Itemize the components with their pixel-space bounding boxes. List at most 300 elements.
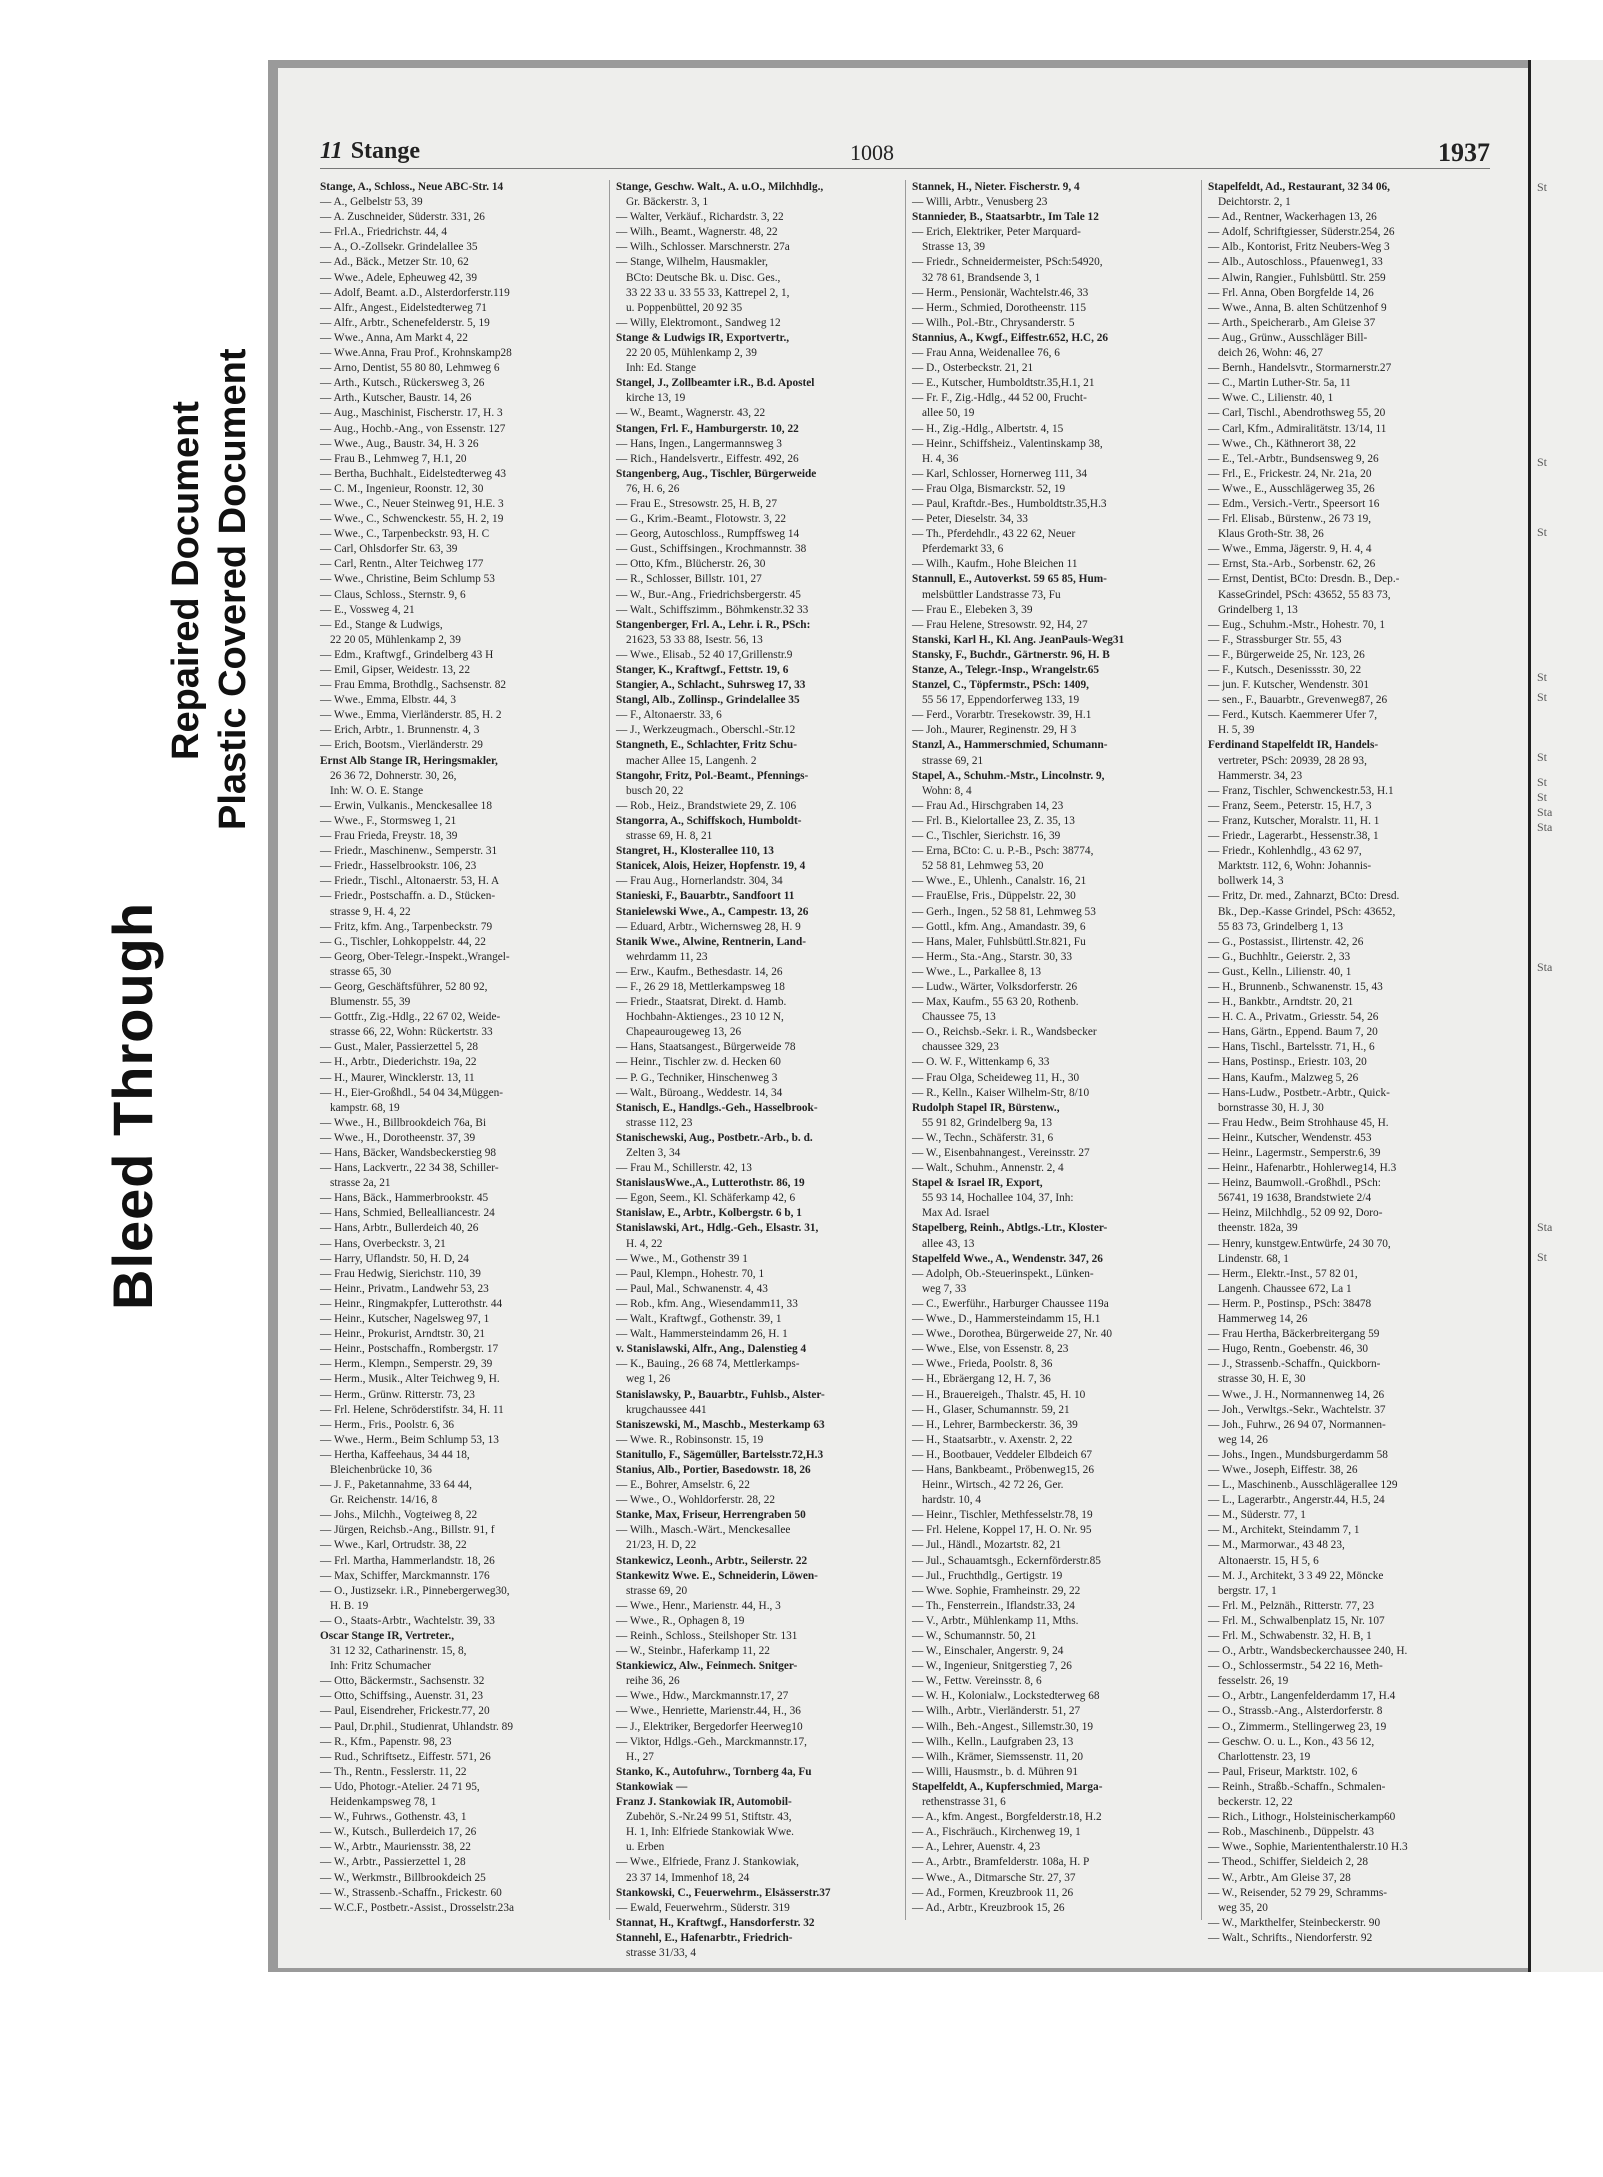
directory-entry: — Wilh., Beh.-Angest., Sillemstr.30, 19 [912,1720,1094,1733]
directory-entry: — H., Lehrer, Barmbeckerstr. 36, 39 [912,1418,1078,1431]
directory-entry: Franz J. Stankowiak IR, Automobil- [616,1796,792,1809]
directory-entry: — Franz, Kutscher, Moralstr. 11, H. 1 [1208,814,1380,827]
directory-entry: rethenstrasse 31, 6 [922,1796,1006,1809]
directory-entry: — A., Arbtr., Bramfelderstr. 108a, H. P [912,1856,1090,1869]
directory-entry: — Wwe., E., Ausschlägerweg 35, 26 [1208,482,1375,495]
directory-entry: Chaussee 75, 13 [922,1011,996,1024]
directory-entry: — F., Bürgerweide 25, Nr. 123, 26 [1208,648,1365,661]
directory-entry: — Wilh., Beamt., Wagnerstr. 48, 22 [616,226,778,239]
directory-entry: — Walt., Hammersteindamm 26, H. 1 [616,1328,788,1341]
directory-entry: Stannieder, B., Staatsarbtr., Im Tale 12 [912,211,1099,224]
directory-entry: — Arth., Speicherarb., Am Gleise 37 [1208,316,1376,329]
directory-entry: melsbüttler Landstrasse 73, Fu [922,588,1061,601]
directory-page [278,68,1530,1968]
directory-entry: — Reinh., Schloss., Steilshoper Str. 131 [616,1630,798,1642]
directory-entry: Stanislawski, Art., Hdlg.-Geh., Elsastr. 31, [616,1222,819,1235]
directory-entry: — A., Lehrer, Auenstr. 4, 23 [912,1841,1041,1854]
directory-entry: — Heinz, Milchhdlg., 52 09 92, Doro- [1208,1207,1383,1220]
directory-entry: — F., Kutsch., Desenissstr. 30, 22 [1208,664,1362,676]
directory-entry: — H., Zig.-Hdlg., Albertstr. 4, 15 [912,422,1064,435]
directory-entry: — W., Arbtr., Passierzettel 1, 28 [320,1856,466,1869]
directory-entry: Inh: W. O. E. Stange [330,784,424,797]
directory-entry: — H., Arbtr., Diederichstr. 19a, 22 [320,1056,477,1069]
directory-entry: weg 7, 33 [922,1282,967,1295]
directory-entry: — Walt., Schrifts., Niendorferstr. 92 [1208,1931,1373,1944]
directory-entry: — Hans, Lackvertr., 22 34 38, Schiller- [320,1162,499,1175]
directory-entry: — Erna, BCto: C. u. P.-B., Psch: 38774, [912,845,1094,858]
directory-entry: — Wwe., L., Parkallee 8, 13 [912,965,1042,978]
directory-entry: — Wwe., Henriette, Marienstr.44, H., 36 [616,1705,801,1718]
directory-entry: — Otto, Schiffsing., Auenstr. 31, 23 [320,1690,483,1703]
directory-entry: — Claus, Schloss., Sternstr. 9, 6 [320,588,466,601]
directory-entry: — Wwe., Emma, Jägerstr. 9, H. 4, 4 [1208,543,1372,556]
directory-entry: — Rich., Handelsvertr., Eiffestr. 492, 26 [616,452,799,465]
directory-entry: — Herm., Grünw. Ritterstr. 73, 23 [320,1388,475,1401]
directory-entry: — Herm., Schmied, Dorotheenstr. 115 [912,301,1087,314]
directory-entry: — Frl. M., Schwalbenplatz 15, Nr. 107 [1208,1614,1385,1627]
directory-entry: hardstr. 10, 4 [922,1494,981,1507]
directory-entry: — Willi, Arbtr., Venusberg 23 [912,196,1048,209]
directory-entry: — W., Fuhrws., Gothenstr. 43, 1 [320,1811,467,1824]
directory-entry: Langenh. Chaussee 672, La 1 [1218,1282,1352,1295]
directory-entry: weg 35, 20 [1218,1901,1268,1914]
directory-entry: — Frl. M., Schwabenstr. 32, H. B, 1 [1208,1630,1372,1642]
directory-entry: — Heinz, Baumwoll.-Großhdl., PSch: [1208,1177,1381,1190]
directory-entry: Stannius, A., Kwgf., Eiffestr.652, H.C, 26 [912,331,1109,344]
directory-entry: — Frl.A., Friedrichstr. 44, 4 [320,226,448,239]
directory-entry: — Wwe., Anna, B. alten Schützenhof 9 [1208,301,1387,314]
directory-entry: — F., Strassburger Str. 55, 43 [1208,633,1342,646]
directory-entry: Stanicek, Alois, Heizer, Hopfenstr. 19, 4 [616,860,806,873]
directory-entry: weg 14, 26 [1218,1433,1268,1446]
directory-entry: — Rob., kfm. Ang., Wiesendamm11, 33 [616,1297,798,1310]
directory-entry: Deichtorstr. 2, 1 [1218,196,1291,209]
directory-entry: — Wilh., Arbtr., Vierländerstr. 51, 27 [912,1705,1081,1718]
directory-entry: — Ed., Stange & Ludwigs, [320,618,443,631]
directory-entry: — Egon, Seem., Kl. Schäferkamp 42, 6 [616,1192,796,1205]
directory-entry: — Wilh., Masch.-Wärt., Menckesallee [616,1524,791,1537]
directory-entry: — Heinr., Lagermstr., Semperstr.6, 39 [1208,1147,1381,1159]
directory-entry: 55 83 73, Grindelberg 1, 13 [1218,920,1343,933]
directory-entry: — Friedr., Hasselbrookstr. 106, 23 [320,860,477,873]
directory-entry: — Frau Ad., Hirschgraben 14, 23 [912,799,1064,812]
directory-entry: 26 36 72, Dohnerstr. 30, 26, [330,769,457,782]
directory-entry: Rudolph Stapel IR, Bürstenw., [912,1101,1060,1114]
directory-entry: — Wwe., A., Ditmarsche Str. 27, 37 [912,1871,1076,1884]
directory-entry: — Herm., Klempn., Semperstr. 29, 39 [320,1358,493,1371]
directory-entry: — Wwe., M., Gothenstr 39 1 [616,1252,748,1265]
directory-entry: — G., Postassist., Ilirtenstr. 42, 26 [1208,935,1364,948]
directory-entry: — O., Arbtr., Langenfelderdamm 17, H.4 [1208,1690,1396,1703]
directory-entry: — Friedr., Postschaffn. a. D., Stücken- [320,890,496,903]
directory-entry: — L., Lagerarbtr., Angerstr.44, H.5, 24 [1208,1494,1385,1507]
directory-entry: kampstr. 68, 19 [330,1101,400,1114]
directory-entry: — Udo, Photogr.-Atelier. 24 71 95, [320,1780,480,1793]
directory-entry: — Wwe., Anna, Am Markt 4, 22 [320,331,468,344]
directory-entry: — Wwe., Ch., Käthnerort 38, 22 [1208,437,1356,450]
directory-entry: — Frau B., Lehmweg 7, H.1, 20 [320,452,467,465]
directory-entry: — W., Strassenb.-Schaffn., Frickestr. 60 [320,1886,502,1899]
directory-entry: — W., Steinbr., Haferkamp 11, 22 [616,1645,770,1658]
directory-entry: Stanko, K., Autofuhrw., Tornberg 4a, Fu [616,1765,812,1778]
directory-entry: — Th., Rentn., Fesslerstr. 11, 22 [320,1765,467,1778]
directory-entry: — Joh., Maurer, Reginenstr. 29, H 3 [912,724,1077,737]
directory-entry: Ferdinand Stapelfeldt IR, Handels- [1208,739,1379,752]
directory-entry: — Frau Hertha, Bäckerbreitergang 59 [1208,1328,1380,1341]
directory-entry: — Ernst, Sta.-Arb., Sorbenstr. 62, 26 [1208,558,1376,571]
directory-entry: — R., Kfm., Papenstr. 98, 23 [320,1735,452,1748]
directory-entry: — P. G., Techniker, Hinschenweg 3 [616,1071,778,1084]
directory-entry: — Friedr., Maschinenw., Semperstr. 31 [320,845,498,858]
directory-entry: — Frau Aug., Hornerlandstr. 304, 34 [616,875,783,888]
directory-entry: — H., Bootbauer, Veddeler Elbdeich 67 [912,1448,1093,1461]
directory-entry: Inh: Fritz Schumacher [330,1660,432,1673]
directory-entry: — Jul., Fruchthdlg., Gertigstr. 19 [912,1569,1063,1582]
directory-entry: — Wwe., C., Neuer Steinweg 91, H.E. 3 [320,497,504,510]
directory-entry: Stapel, A., Schuhm.-Mstr., Lincolnstr. 9, [912,769,1105,782]
directory-entry: 22 20 05, Mühlenkamp 2, 39 [330,633,461,646]
directory-entry: strasse 69, 21 [922,754,984,767]
directory-entry: — Friedr., Kohlenhdlg., 43 62 97, [1208,845,1362,858]
directory-entry: — Fr. F., Zig.-Hdlg., 44 52 00, Frucht- [912,392,1087,405]
directory-entry: — Paul, Dr.phil., Studienrat, Uhlandstr. 89 [320,1720,513,1733]
directory-entry: Staniszewski, M., Maschb., Mesterkamp 63 [616,1418,825,1431]
directory-entry: — Frl. Elisab., Bürstenw., 26 73 19, [1208,513,1372,526]
directory-entry: — O., Reichsb.-Sekr. i. R., Wandsbecker [912,1026,1097,1039]
directory-entry: — Hertha, Kaffeehaus, 34 44 18, [320,1448,470,1461]
directory-entry: — Paul, Klempn., Hohestr. 70, 1 [616,1267,765,1280]
directory-entry: Stangret, H., Klosterallee 110, 13 [616,845,774,858]
directory-entry: 76, H. 6, 26 [626,482,680,495]
directory-entry: — Frau Emma, Brothdlg., Sachsenstr. 82 [320,679,507,692]
directory-entry: — M., Marmorwar., 43 48 23, [1208,1539,1345,1552]
directory-entry: Stanisch, E., Handlgs.-Geh., Hasselbrook- [616,1101,818,1114]
header-word: Stange [350,138,421,164]
directory-entry: — Herm., Musik., Alter Teichweg 9, H. [320,1373,500,1386]
directory-entry: — Walt., Büroang., Weddestr. 14, 34 [616,1086,783,1099]
directory-entry: — K., Bauing., 26 68 74, Mettlerkamps- [616,1358,800,1371]
directory-entry: — Carl, Rentn., Alter Teichweg 177 [320,558,484,571]
directory-entry: bornstrasse 30, H. J, 30 [1218,1101,1324,1114]
directory-entry: — Ewald, Feuerwehrm., Süderstr. 319 [616,1901,790,1914]
directory-entry: strasse 2a, 21 [330,1177,391,1190]
directory-entry: — Hans, Arbtr., Bullerdeich 40, 26 [320,1222,479,1235]
directory-entry: Stannek, H., Nieter. Fischerstr. 9, 4 [912,181,1080,193]
directory-entry: — Friedr., Schneidermeister, PSch:54920, [912,256,1103,269]
repaired-document-label: Repaired Document [165,401,207,760]
directory-entry: — Erich, Arbtr., 1. Brunnenstr. 4, 3 [320,724,480,737]
directory-entry: — Wwe., Dorothea, Bürgerweide 27, Nr. 40 [912,1328,1113,1341]
directory-entry: — Frau Anna, Weidenallee 76, 6 [912,347,1060,360]
directory-entry: — Herm. P., Postinsp., PSch: 38478 [1208,1297,1372,1310]
directory-entry: — Wilh., Krämer, Siemssenstr. 11, 20 [912,1750,1084,1763]
directory-entry: — Geschw. O. u. L., Kon., 43 56 12, [1208,1735,1375,1748]
directory-entry: Marktstr. 112, 6, Wohn: Johannis- [1218,860,1372,873]
directory-entry: — Wwe., H., Dorotheenstr. 37, 39 [320,1131,476,1144]
directory-entry: Stapelfeld Wwe., A., Wendenstr. 347, 26 [912,1252,1103,1265]
directory-entry: — Reinh., Straßb.-Schaffn., Schmalen- [1208,1780,1386,1793]
directory-entry: theenstr. 182a, 39 [1218,1222,1298,1235]
directory-entry: — Frau M., Schillerstr. 42, 13 [616,1162,752,1175]
directory-entry: — Franz, Tischler, Schwenckestr.53, H.1 [1208,784,1394,797]
directory-entry: Stange & Ludwigs IR, Exportvertr., [616,331,790,344]
directory-entry: — Karl, Schlosser, Hornerweg 111, 34 [912,467,1088,480]
directory-entry: bollwerk 14, 3 [1218,875,1284,888]
directory-entry: — Ernst, Dentist, BCto: Dresdn. B., Dep.- [1208,573,1400,586]
directory-entry: — E., Bohrer, Amselstr. 6, 22 [616,1479,750,1492]
directory-entry: 55 56 17, Eppendorferweg 133, 19 [922,694,1080,707]
directory-entry: — G., Buchhltr., Geierstr. 2, 33 [1208,950,1351,963]
directory-entry: strasse 30, H. E, 30 [1218,1373,1306,1386]
directory-entry: StanislausWwe.,A., Lutterothstr. 86, 19 [616,1177,805,1190]
directory-entry: — Otto, Bäckermstr., Sachsenstr. 32 [320,1675,485,1688]
directory-entry: — Max, Schiffer, Marckmannstr. 176 [320,1569,490,1582]
directory-entry: Hammerweg 14, 26 [1218,1313,1308,1326]
next-page-strip [1528,60,1603,1972]
directory-entry: — Joh., Verwltgs.-Sekr., Wachtelstr. 37 [1208,1403,1386,1416]
directory-entry: — Eduard, Arbtr., Wichernsweg 28, H. 9 [616,920,801,933]
directory-entry: — Frau Hedwig, Sierichstr. 110, 39 [320,1267,481,1280]
directory-entry: — E., Vossweg 4, 21 [320,603,415,616]
directory-entry: deich 26, Wohn: 46, 27 [1218,347,1323,360]
directory-entry: — W., Techn., Schäferstr. 31, 6 [912,1131,1054,1144]
directory-entry: — Gust., Schiffsingen., Krochmannstr. 38 [616,543,807,556]
directory-entry: — M., Architekt, Steindamm 7, 1 [1208,1524,1360,1537]
directory-entry: — Ferd., Kutsch. Kaemmerer Ufer 7, [1208,709,1378,722]
directory-entry: — Franz, Seem., Peterstr. 15, H.7, 3 [1208,799,1372,812]
directory-entry: Stanzl, A., Hammerschmied, Schumann- [912,739,1108,752]
directory-entry: strasse 69, H. 8, 21 [626,830,713,843]
directory-entry: 52 58 81, Lehmweg 53, 20 [922,860,1044,873]
directory-entry: — C. M., Ingenieur, Roonstr. 12, 30 [320,482,484,495]
directory-entry: — Ad., Arbtr., Kreuzbrook 15, 26 [912,1901,1065,1914]
directory-entry: — Wwe., H., Billbrookdeich 76a, Bi [320,1116,487,1129]
directory-entry: — W., Einschaler, Angerstr. 9, 24 [912,1645,1064,1658]
directory-entry: — Willy, Elektromont., Sandweg 12 [616,316,781,329]
directory-entry: Grindelberg 1, 13 [1218,603,1298,616]
directory-entry: Stangorra, A., Schiffskoch, Humboldt- [616,814,802,827]
directory-entry: reihe 36, 26 [626,1675,680,1688]
directory-entry: — Hans, Staatsangest., Bürgerweide 78 [616,1041,796,1054]
directory-entry: — Ferd., Vorarbtr. Tresekowstr. 39, H.1 [912,709,1092,722]
directory-entry: — Wwe., Sophie, Mariententhalerstr.10 H.3 [1208,1841,1408,1854]
directory-entry: kirche 13, 19 [626,392,686,405]
directory-entry: Stankowiak — [616,1780,688,1793]
year: 1937 [1438,138,1490,167]
directory-entry: strasse 69, 20 [626,1584,688,1597]
directory-entry: Chapeaurougeweg 13, 26 [626,1026,742,1039]
directory-entry: — Wwe., Else, von Essenstr. 8, 23 [912,1343,1069,1356]
directory-entry: Stankiewicz, Alw., Feinmech. Snitger- [616,1660,798,1673]
directory-entry: — O., Staats-Arbtr., Wachtelstr. 39, 33 [320,1614,495,1627]
directory-entry: — Alfr., Arbtr., Schenefelderstr. 5, 19 [320,316,490,329]
directory-entry: — Fritz, kfm. Ang., Tarpenbeckstr. 79 [320,920,493,933]
directory-entry: — Friedr., Tischl., Altonaerstr. 53, H. A [320,875,500,888]
directory-entry: — Heinr., Tischler zw. d. Hecken 60 [616,1056,781,1069]
directory-entry: Wohn: 8, 4 [922,784,972,797]
directory-entry: Stapelfeldt, A., Kupferschmied, Marga- [912,1780,1103,1793]
directory-entry: — D., Osterbeckstr. 21, 21 [912,362,1034,375]
strip-text: St [1537,455,1548,469]
directory-entry: — Gust., Maler, Passierzettel 5, 28 [320,1041,478,1054]
directory-entry: — Arth., Kutsch., Rückersweg 3, 26 [320,377,485,390]
directory-entry: — Alb., Kontorist, Fritz Neubers-Weg 3 [1208,241,1390,254]
directory-entry: — Johs., Ingen., Mundsburgerdamm 58 [1208,1448,1388,1461]
directory-entry: — Frau Olga, Bismarckstr. 52, 19 [912,482,1066,495]
directory-entry: Max Ad. Israel [922,1207,990,1220]
directory-entry: — Gottfr., Zig.-Hdlg., 22 67 02, Weide- [320,1011,501,1024]
directory-entry: Stansky, F., Buchdr., Gärtnerstr. 96, H. B [912,648,1110,661]
directory-entry: Blumenstr. 55, 39 [330,996,411,1009]
directory-entry: macher Allee 15, Langenh. 2 [626,754,757,767]
directory-entry: Stangen, Frl. F., Hamburgerstr. 10, 22 [616,422,799,435]
directory-entry: H. 4, 36 [922,452,959,465]
directory-entry: — Heinr., Prokurist, Arndtstr. 30, 21 [320,1328,486,1341]
directory-entry: Stanik Wwe., Alwine, Rentnerin, Land- [616,935,806,948]
directory-entry: Strasse 13, 39 [922,241,986,254]
directory-entry: — Jul., Händl., Mozartstr. 82, 21 [912,1539,1062,1552]
directory-entry: — sen., F., Bauarbtr., Grevenweg87, 26 [1208,694,1388,707]
column-divider [905,180,906,1920]
directory-entry: Stannehl, E., Hafenarbtr., Friedrich- [616,1931,793,1944]
directory-entry: BCto: Deutsche Bk. u. Disc. Ges., [626,271,781,284]
scan-sidebar [0,0,270,2177]
directory-entry: — Wwe., R., Ophagen 8, 19 [616,1614,745,1627]
directory-entry: — Paul, Mal., Schwanenstr. 4, 43 [616,1282,768,1295]
directory-entry: — W., Ingenieur, Snitgerstieg 7, 26 [912,1660,1072,1673]
directory-entry: 56741, 19 1638, Brandstwiete 2/4 [1218,1192,1372,1205]
directory-entry: — Frau E., Stresowstr. 25, H. B, 27 [616,497,777,510]
header-prefix: 11 [320,138,343,164]
directory-entry: KasseGrindel, PSch: 43652, 55 83 73, [1218,588,1391,601]
directory-entry: — Frl., E., Frickestr. 24, Nr. 21a, 20 [1208,467,1372,480]
directory-entry: Stapelfeldt, Ad., Restaurant, 32 34 06, [1208,181,1391,193]
directory-entry: — Viktor, Hdlgs.-Geh., Marckmannstr.17, [616,1735,807,1748]
directory-entry: Stangenberg, Aug., Tischler, Bürgerweide [616,467,817,480]
directory-entry: — Wilh., Schlosser. Marschnerstr. 27a [616,241,790,254]
directory-entry: — Emil, Gipser, Weidestr. 13, 22 [320,664,470,676]
directory-entry: — Wwe., Emma, Elbstr. 44, 3 [320,694,456,707]
directory-entry: 55 91 82, Grindelberg 9a, 13 [922,1116,1052,1129]
directory-entry: Hammerstr. 34, 23 [1218,769,1303,782]
directory-entry: u. Poppenbüttel, 20 92 35 [626,301,743,314]
directory-entry: — C., Tischler, Sierichstr. 16, 39 [912,830,1061,843]
bleed-through-label: Bleed Through [101,901,164,1310]
strip-text: Sta [1537,820,1553,834]
directory-entry: — Erw., Kaufm., Bethesdastr. 14, 26 [616,965,783,978]
directory-entry: Stangel, J., Zollbeamter i.R., B.d. Apostel [616,377,815,390]
directory-entry: Stanischewski, Aug., Postbetr.-Arb., b. d. [616,1131,813,1144]
directory-entry: Charlottenstr. 23, 19 [1218,1750,1311,1763]
directory-entry: Stange, Geschw. Walt., A. u.O., Milchhdlg., [616,181,824,193]
directory-entry: — M. J., Architekt, 3 3 49 22, Möncke [1208,1569,1384,1582]
directory-entry: — Otto, Kfm., Blücherstr. 26, 30 [616,558,766,571]
directory-entry: Stankewicz, Leonh., Arbtr., Seilerstr. 22 [616,1554,808,1567]
directory-entry: — Frau Helene, Stresowstr. 92, H4, 27 [912,618,1088,631]
directory-entry: — W. H., Kolonialw., Lockstedterweg 68 [912,1690,1100,1703]
directory-entry: Stangohr, Fritz, Pol.-Beamt., Pfennings- [616,769,809,782]
directory-entry: — R., Kelln., Kaiser Wilhelm-Str, 8/10 [912,1086,1090,1099]
directory-entry: — V., Arbtr., Mühlenkamp 11, Mths. [912,1614,1079,1627]
column-4 [1208,180,1491,1944]
directory-entry: — Theod., Schiffer, Sieldeich 2, 28 [1208,1856,1369,1869]
directory-entry: — Wilh., Kelln., Laufgraben 23, 13 [912,1735,1074,1748]
directory-entry: — H., Staatsarbtr., v. Axenstr. 2, 22 [912,1433,1073,1446]
directory-entry: — Hans, Tischl., Bartelsstr. 71, H., 6 [1208,1041,1375,1054]
directory-entry: — Frl. Anna, Oben Borgfelde 14, 26 [1208,286,1374,299]
directory-entry: — Aug., Grünw., Ausschläger Bill- [1208,331,1368,344]
page-header [320,138,1490,169]
column-2 [616,180,899,1959]
directory-entry: — Heinr., Kutscher, Nagelsweg 97, 1 [320,1313,490,1326]
directory-entry: — W., Fettw. Vereinsstr. 8, 6 [912,1675,1042,1688]
directory-entry: — L., Maschinenb., Ausschlägerallee 129 [1208,1479,1398,1492]
directory-entry: — Hans, Overbeckstr. 3, 21 [320,1237,446,1250]
directory-entry: — Paul, Kraftdr.-Bes., Humboldtstr.35,H.3 [912,497,1107,510]
directory-entry: — Wwe., Herm., Beim Schlump 53, 13 [320,1433,499,1446]
directory-entry: — Th., Pferdehdlr., 43 22 62, Neuer [912,528,1076,541]
directory-entry: Altonaerstr. 15, H 5, 6 [1218,1554,1319,1567]
directory-entry: Stanzel, C., Töpfermstr., PSch: 1409, [912,679,1089,692]
directory-entry: — Wwe., O., Wohldorferstr. 28, 22 [616,1494,776,1507]
directory-entry: Stanieski, F., Bauarbtr., Sandfoort 11 [616,890,795,903]
directory-entry: — A. Zuschneider, Süderstr. 331, 26 [320,211,485,224]
directory-entry: — Arth., Kutscher, Baustr. 14, 26 [320,392,472,405]
directory-entry: — Wilh., Pol.-Btr., Chrysanderstr. 5 [912,316,1075,329]
directory-entry: — Herm., Elektr.-Inst., 57 82 01, [1208,1267,1358,1280]
directory-entry: — J., Werkzeugmach., Oberschl.-Str.12 [616,724,796,737]
directory-entry: — Aug., Hochb.-Ang., von Essenstr. 127 [320,422,506,435]
directory-entry: — Georg, Ober-Telegr.-Inspekt.,Wrangel- [320,950,510,963]
directory-entry: — Adolf, Beamt. a.D., Alsterdorferstr.119 [320,286,510,299]
directory-entry: wehrdamm 11, 23 [626,950,708,963]
directory-entry: Bk., Dep.-Kasse Grindel, PSch: 43652, [1218,905,1396,918]
directory-entry: — H., Brunnenb., Schwanenstr. 15, 43 [1208,980,1383,993]
directory-entry: Stanislaw, E., Arbtr., Kolbergstr. 6 b, 1 [616,1207,802,1220]
directory-entry: — Ad., Rentner, Wackerhagen 13, 26 [1208,211,1377,224]
directory-entry: — W., Beamt., Wagnerstr. 43, 22 [616,407,766,420]
directory-entry: — Carl, Ohlsdorfer Str. 63, 39 [320,543,458,556]
directory-entry: — Hans-Ludw., Postbetr.-Arbtr., Quick- [1208,1086,1390,1099]
directory-entry: — F., 26 29 18, Mettlerkampsweg 18 [616,980,785,993]
directory-entry: — Arno, Dentist, 55 80 80, Lehmweg 6 [320,362,500,375]
directory-entry: — Friedr., Lagerarbt., Hessenstr.38, 1 [1208,830,1379,843]
directory-entry: — Hans, Bankbeamt., Pröbenweg15, 26 [912,1463,1094,1476]
directory-entry: — W., Kutsch., Bullerdeich 17, 26 [320,1826,477,1839]
directory-entry: — E., Tel.-Arbtr., Bundsensweg 9, 26 [1208,452,1379,465]
directory-entry: Stankewitz Wwe. E., Schneiderin, Löwen- [616,1569,818,1582]
directory-entry: bergstr. 17, 1 [1218,1584,1277,1597]
directory-entry: — Hans, Schmied, Bellealliancestr. 24 [320,1207,495,1220]
header-left [320,138,420,165]
directory-entry: — Frau Hedw., Beim Strohhause 45, H. [1208,1116,1389,1129]
directory-entry: Zelten 3, 34 [626,1147,681,1159]
directory-entry: — Frl. B., Kielortallee 23, Z. 35, 13 [912,814,1075,827]
directory-entry: krugchaussee 441 [626,1403,707,1416]
directory-entry: — Wwe., Elisab., 52 40 17,Grillenstr.9 [616,648,793,661]
directory-entry: Stanke, Max, Friseur, Herrengraben 50 [616,1509,806,1522]
directory-entry: — Eug., Schuhm.-Mstr., Hohestr. 70, 1 [1208,618,1385,631]
directory-entry: H. 1, Inh: Elfriede Stankowiak Wwe. [626,1826,794,1839]
directory-entry: — Wwe.Anna, Frau Prof., Krohnskamp28 [320,347,512,360]
column-1 [320,180,603,1920]
directory-entry: — Rob., Maschinenb., Düppelstr. 43 [1208,1826,1374,1839]
directory-entry: — Wwe. C., Lilienstr. 40, 1 [1208,392,1334,405]
directory-entry: — O., Strassb.-Ang., Alsterdorferstr. 8 [1208,1705,1383,1718]
directory-entry: — Hans, Maler, Fuhlsbüttl.Str.821, Fu [912,935,1086,948]
directory-entry: H. 4, 22 [626,1237,663,1250]
directory-entry: — Carl, Tischl., Abendrothsweg 55, 20 [1208,407,1386,420]
